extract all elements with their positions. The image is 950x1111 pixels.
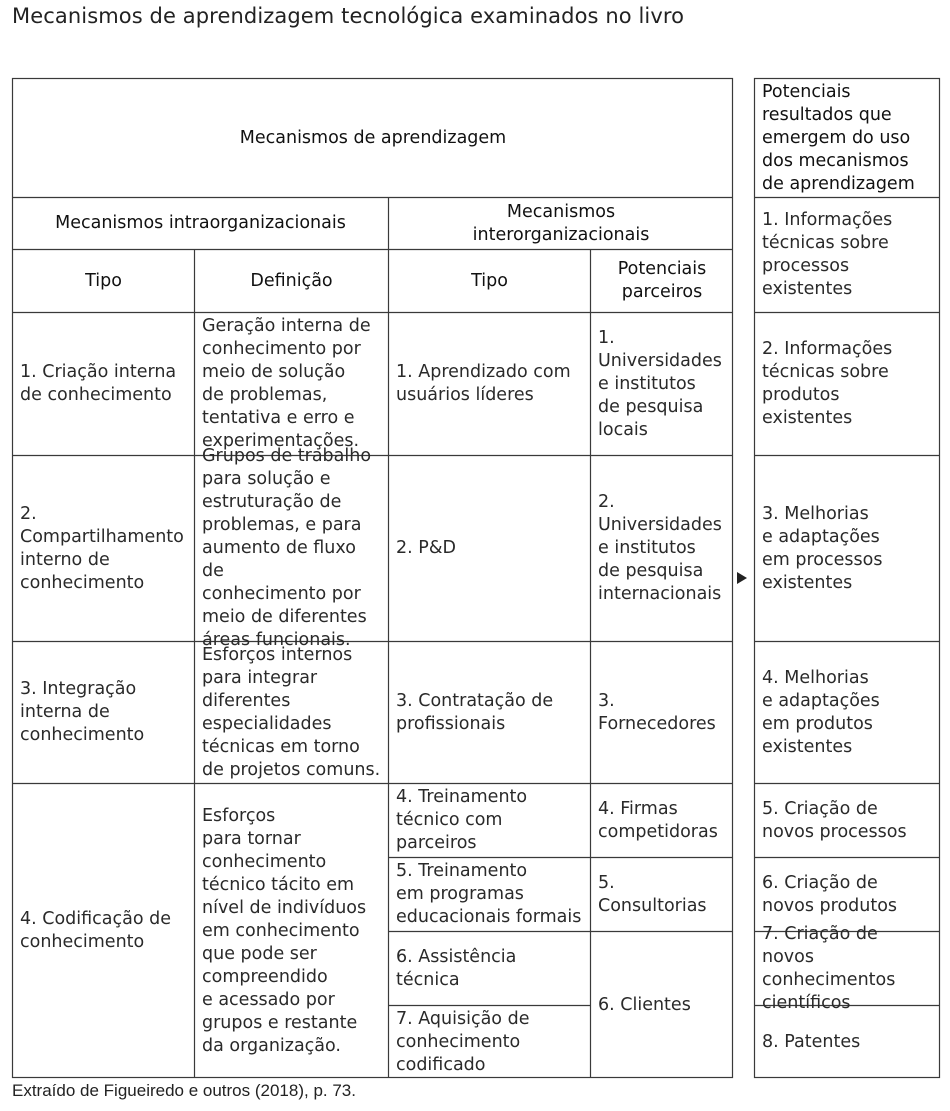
intra-tipo-4: 4. Codificação de conhecimento xyxy=(20,909,172,952)
resultado-6: 6. Criação de novos produtos xyxy=(762,872,898,916)
header-definicao: Definição xyxy=(250,270,333,291)
intra-definicao-4: Esforços para tornar conhecimento técnico tácito em nível de indivíduos em conhecimento que pode ser compreendido e acessado por grupos e restante da organização. xyxy=(202,805,367,1056)
intra-definicao-2: Grupos de trabalho para solução e estruturação de problemas, e para aumento de fluxo de conhecimento por meio de diferentes áreas funcionais. xyxy=(202,446,372,650)
parceiro-3: 3. Fornecedores xyxy=(598,690,716,734)
parceiro-5: 5. Consultorias xyxy=(598,872,707,916)
resultado-1: 1. Informações técnicas sobre processos existentes xyxy=(762,210,893,299)
inter-tipo-4: 4. Treinamento técnico com parceiros xyxy=(396,787,528,853)
parceiro-4: 4. Firmas competidoras xyxy=(598,798,718,842)
inter-tipo-2: 2. P&D xyxy=(396,538,456,558)
parceiro-6: 6. Clientes xyxy=(598,994,691,1015)
inter-tipo-1: 1. Aprendizado com usuários líderes xyxy=(396,362,571,405)
resultado-3: 3. Melhorias e adaptações em processos existentes xyxy=(762,503,883,593)
intra-tipo-2: 2. Compartilhamento interno de conhecimento xyxy=(20,503,184,593)
resultado-5: 5. Criação de novos processos xyxy=(762,798,907,842)
arrow-right-icon xyxy=(737,572,747,584)
intra-definicao-3: Esforços internos para integrar diferentes especialidades técnicas em torno de projetos comuns. xyxy=(202,644,381,780)
inter-tipo-6: 6. Assistência técnica xyxy=(396,946,517,990)
header-inter: Mecanismos interorganizacionais xyxy=(472,201,650,245)
resultado-8: 8. Patentes xyxy=(762,1031,861,1052)
inter-tipo-7: 7. Aquisição de conhecimento codificado xyxy=(396,1008,530,1075)
resultado-2: 2. Informações técnicas sobre produtos existentes xyxy=(762,339,893,428)
intra-definicao-1: Geração interna de conhecimento por meio de solução de problemas, tentativa e erro e experimentações. xyxy=(202,316,371,451)
header-intra: Mecanismos intraorganizacionais xyxy=(55,213,346,233)
inter-tipo-3: 3. Contratação de profissionais xyxy=(396,690,554,734)
header-parceiros: Potenciais parceiros xyxy=(617,259,707,302)
parceiro-1: 1. Universidades e institutos de pesquisa locais xyxy=(598,327,722,440)
header-resultados: Potenciais resultados que emergem do uso dos mecanismos de aprendizagem xyxy=(762,81,915,194)
intra-tipo-3: 3. Integração interna de conhecimento xyxy=(20,679,145,745)
header-tipo-inter: Tipo xyxy=(471,270,508,291)
source-note: Extraído de Figueiredo e outros (2018), p. 73. xyxy=(12,1081,356,1100)
header-tipo-intra: Tipo xyxy=(85,270,122,291)
intra-tipo-1: 1. Criação interna de conhecimento xyxy=(20,362,177,405)
resultado-7: 7. Criação de novos conhecimentos científicos xyxy=(762,923,896,1013)
header-mechanisms: Mecanismos de aprendizagem xyxy=(239,127,507,148)
resultado-4: 4. Melhorias e adaptações em produtos existentes xyxy=(762,667,880,757)
parceiro-2: 2. Universidades e institutos de pesquisa internacionais xyxy=(598,492,722,604)
page-title: Mecanismos de aprendizagem tecnológica examinados no livro xyxy=(12,4,685,28)
inter-tipo-5: 5. Treinamento em programas educacionais formais xyxy=(396,861,582,927)
